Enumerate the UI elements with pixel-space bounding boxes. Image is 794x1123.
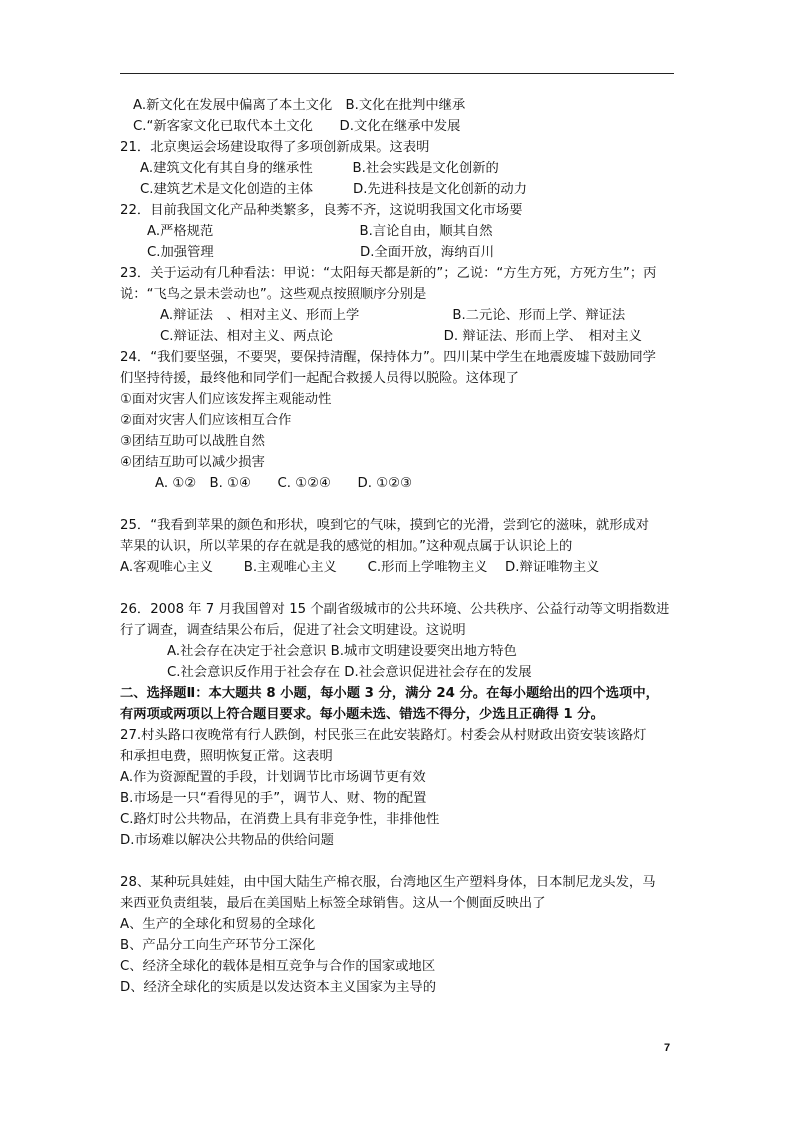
q28-option-d: D、经济全球化的实质是以发达资本主义国家为主导的 — [120, 980, 437, 995]
q23-options-ab: A.辩证法 、相对主义、形而上学 B.二元论、形而上学、辩证法 — [160, 308, 626, 323]
q27-option-b: B.市场是一只“看得见的手”，调节人、财、物的配置 — [120, 791, 427, 806]
q24-statement-1: ①面对灾害人们应该发挥主观能动性 — [120, 392, 332, 407]
q27-stem-line2: 和承担电费，照明恢复正常。这表明 — [120, 749, 333, 764]
q21-options-cd: C.建筑艺术是文化创造的主体 D.先进科技是文化创新的动力 — [140, 182, 527, 197]
q26-options-cd: C.社会意识反作用于社会存在 D.社会意识促进社会存在的发展 — [167, 665, 532, 680]
q28-stem-line2: 来西亚负责组装，最后在美国贴上标签全球销售。这从一个侧面反映出了 — [120, 896, 546, 911]
section-2-heading-line2: 有两项或两项以上符合题目要求。每小题未选、错选不得分，少选且正确得 1 分。 — [120, 707, 604, 722]
q27-option-a: A.作为资源配置的手段，计划调节比市场调节更有效 — [120, 770, 426, 785]
q25-stem-line1: 25．“我看到苹果的颜色和形状，嗅到它的气味，摸到它的光滑，尝到它的滋味，就形成对 — [120, 518, 650, 533]
q28-option-c: C、经济全球化的载体是相互竞争与合作的国家或地区 — [120, 959, 436, 974]
q21-stem: 21．北京奥运会场建设取得了多项创新成果。这表明 — [120, 140, 430, 155]
q24-stem-line2: 们坚持待援，最终他和同学们一起配合救援人员得以脱险。这体现了 — [120, 371, 519, 386]
q23-stem-line2: 说：“飞鸟之景未尝动也”。这些观点按照顺序分别是 — [120, 287, 427, 302]
q24-stem-line1: 24．“我们要坚强，不要哭，要保持清醒，保持体力”。四川某中学生在地震废墟下鼓励同学 — [120, 350, 656, 365]
page-number: 7 — [664, 1042, 671, 1054]
q22-stem: 22．目前我国文化产品种类繁多，良莠不齐，这说明我国文化市场要 — [120, 203, 523, 218]
q24-statement-3: ③团结互助可以战胜自然 — [120, 434, 265, 449]
q22-options-cd: C.加强管理 D.全面开放，海纳百川 — [147, 245, 495, 260]
q26-options-ab: A.社会存在决定于社会意识 B.城市文明建设要突出地方特色 — [167, 644, 517, 659]
q26-stem-line2: 行了调查，调查结果公布后，促进了社会文明建设。这说明 — [120, 623, 466, 638]
q21-options-ab: A.建筑文化有其自身的继承性 B.社会实践是文化创新的 — [140, 161, 499, 176]
q25-options: A.客观唯心主义 B.主观唯心主义 C.形而上学唯物主义 D.辩证唯物主义 — [120, 560, 600, 575]
q23-stem-line1: 23．关于运动有几种看法：甲说：“太阳每天都是新的”；乙说：“方生方死，方死方生”；丙 — [120, 266, 657, 281]
q27-option-c: C.路灯时公共物品，在消费上具有非竞争性，非排他性 — [120, 812, 440, 827]
q24-statement-4: ④团结互助可以减少损害 — [120, 455, 265, 470]
q24-options: A. ①② B. ①④ C. ①②④ D. ①②③ — [155, 476, 413, 491]
q23-options-cd: C.辩证法、相对主义、两点论 D. 辩证法、形而上学、 相对主义 — [160, 329, 642, 344]
section-2-heading-line1: 二、选择题Ⅱ：本大题共 8 小题，每小题 3 分，满分 24 分。在每小题给出的四个选项中， — [120, 686, 659, 701]
q20-options-ab: A.新文化在发展中偏离了本土文化 B.文化在批判中继承 — [133, 98, 466, 113]
q20-options-cd: C.“新客家文化已取代本土文化 D.文化在继承中发展 — [133, 119, 461, 134]
q27-option-d: D.市场难以解决公共物品的供给问题 — [120, 833, 334, 848]
q25-stem-line2: 苹果的认识，所以苹果的存在就是我的感觉的相加。”这种观点属于认识论上的 — [120, 539, 573, 554]
q22-options-ab: A.严格规范 B.言论自由，顺其自然 — [147, 224, 493, 239]
q28-stem-line1: 28、某种玩具娃娃，由中国大陆生产棉衣服，台湾地区生产塑料身体，日本制尼龙头发，马 — [120, 875, 656, 890]
header-rule — [120, 73, 674, 74]
q26-stem-line1: 26．2008 年 7 月我国曾对 15 个副省级城市的公共环境、公共秩序、公益行动等文明指数进 — [120, 602, 670, 617]
q28-option-a: A、生产的全球化和贸易的全球化 — [120, 917, 316, 932]
q28-option-b: B、产品分工向生产环节分工深化 — [120, 938, 316, 953]
q24-statement-2: ②面对灾害人们应该相互合作 — [120, 413, 292, 428]
q27-stem-line1: 27.村头路口夜晚常有行人跌倒，村民张三在此安装路灯。村委会从村财政出资安装该路灯 — [120, 728, 647, 743]
